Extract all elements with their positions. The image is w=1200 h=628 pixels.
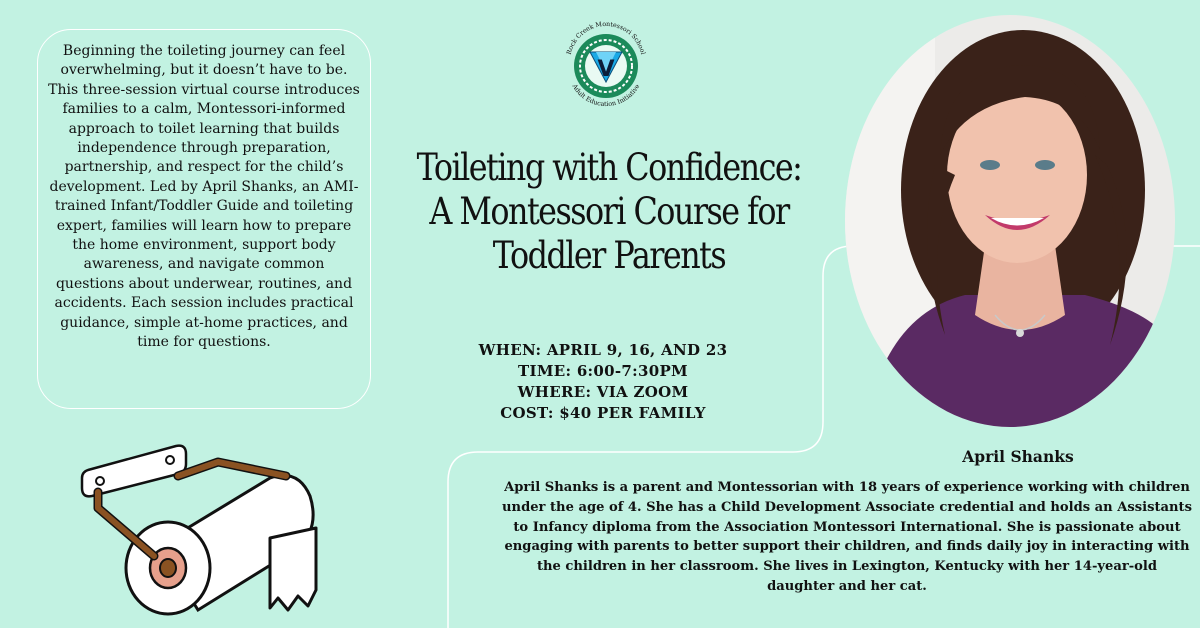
title-line-2: A Montessori Course for	[429, 190, 789, 233]
detail-where: WHERE: VIA ZOOM	[517, 383, 689, 401]
event-details	[458, 340, 748, 424]
school-logo	[556, 6, 656, 118]
instructor-name: April Shanks	[962, 447, 1074, 466]
logo-top-text: Rock Creek Montessori School	[565, 20, 647, 56]
logo-bottom-text: Adult Education Initiative	[570, 83, 642, 109]
logo-letter: V	[597, 57, 615, 82]
title-line-1: Toileting with Confidence:	[416, 146, 802, 189]
instructor-bio: April Shanks is a parent and Montessorian with 18 years of experience working with children under the age of 4. She has a Child Development Associate credential and holds an Assistants to Infancy diploma from the Association Montessori International. She is passionate about engaging with parents to better support their children, and finds daily joy in interacting with the children in her classroom. She lives in Lexington, Kentucky with her 14-year-old daughter and her cat.	[502, 480, 1192, 594]
intro-box	[37, 29, 371, 409]
intro-text: Beginning the toileting journey can feel overwhelming, but it doesn’t have to be. This three-session virtual course introduces families to a calm, Montessori-informed approach to toilet learning that builds independence through preparation, partnership, and respect for the child’s development. Led by April Shanks, an AMI-trained Infant/Toddler Guide and toileting expert, families will learn how to prepare the home environment, support body awareness, and navigate common questions about underwear, routines, and accidents. Each session includes practical guidance, simple at-home practices, and time for questions.	[48, 43, 360, 351]
detail-time: TIME: 6:00-7:30PM	[518, 362, 688, 380]
detail-when: WHEN: APRIL 9, 16, AND 23	[478, 341, 728, 359]
toilet-paper-icon	[58, 438, 350, 628]
detail-cost: COST: $40 PER FAMILY	[500, 404, 706, 422]
instructor-photo	[845, 15, 1175, 427]
title-line-3: Toddler Parents	[492, 234, 726, 277]
page-title	[399, 146, 819, 278]
